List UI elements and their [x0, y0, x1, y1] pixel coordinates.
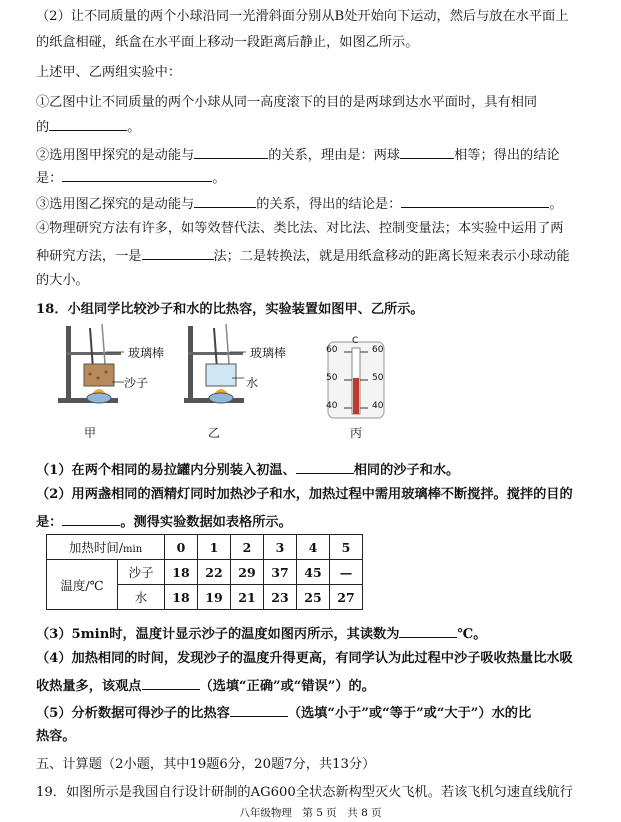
data-table [46, 534, 363, 610]
thermo-tick: 50 [372, 373, 384, 383]
text-line: （4）加热相同的时间，发现沙子的温度升得更高，有同学认为此过程中沙子吸收热量比水吸 [36, 651, 573, 666]
text-line: （3）5min时，温度计显示沙子的温度如图丙所示，其读数为 ℃。 [36, 624, 486, 644]
answer-blank[interactable] [194, 194, 256, 208]
text-line: ③选用图乙探究的是动能与 的关系，得出的结论是： 。 [36, 194, 563, 214]
label-sand: 沙子 [124, 376, 149, 390]
answer-blank[interactable] [142, 246, 214, 260]
text-line: 收热量多，该观点 （选填“正确”或“错误”）的。 [36, 676, 375, 696]
answer-blank[interactable] [49, 117, 127, 131]
text-line: ②选用图甲探究的是动能与 的关系，理由是：两球 相等；得出的结论 [36, 145, 560, 165]
apparatus-water-figure [180, 322, 300, 427]
answer-blank[interactable] [399, 624, 457, 638]
text-line: 的纸盒相碰，纸盒在水平面上移动一段距离后静止，如图乙所示。 [36, 35, 419, 50]
text-line: （2）用两盏相同的酒精灯同时加热沙子和水，加热过程中需用玻璃棒不断搅拌。搅拌的目的 [36, 487, 573, 502]
text-line: 的大小。 [36, 273, 89, 288]
answer-blank[interactable] [296, 460, 354, 474]
text-line: 是： 。测得实验数据如表格所示。 [36, 512, 292, 532]
answer-blank[interactable] [230, 703, 288, 717]
table-row: 温度/℃ 沙子 18 22 29 37 45 — [47, 560, 363, 585]
thermo-tick: 40 [372, 401, 384, 411]
text-line: 是： 。 [36, 168, 226, 188]
thermo-tick: 60 [326, 345, 338, 355]
thermo-tick: 60 [372, 345, 384, 355]
answer-blank[interactable] [62, 168, 212, 182]
caption-c: 丙 [350, 426, 363, 440]
answer-blank[interactable] [400, 145, 454, 159]
text-line: 上述甲、乙两组实验中： [36, 65, 182, 80]
answer-blank[interactable] [142, 676, 200, 690]
thermo-tick: 50 [326, 373, 338, 383]
caption-a: 甲 [84, 426, 97, 440]
label-water: 水 [246, 376, 259, 390]
section-heading: 五、计算题（2小题，其中19题6分，20题7分，共13分） [36, 757, 376, 772]
answer-blank[interactable] [194, 145, 268, 159]
thermo-tick: 40 [326, 401, 338, 411]
caption-b: 乙 [208, 426, 221, 440]
answer-blank[interactable] [401, 194, 549, 208]
apparatus-sand-figure [54, 322, 174, 427]
text-line: 种研究方法，一是 法；二是转换法，就是用纸盒移动的距离长短来表示小球动能 [36, 246, 570, 266]
answer-blank[interactable] [62, 512, 120, 526]
text-line: （5）分析数据可得沙子的比热容 （选填“小于”或“等于”或“大于”）水的比 [36, 703, 531, 723]
label-glass-rod: 玻璃棒 [128, 346, 165, 360]
label-glass-rod: 玻璃棒 [250, 346, 287, 360]
text-line: ①乙图中让不同质量的两个小球从同一高度滚下的目的是两球到达水平面时，具有相同 [36, 95, 538, 110]
question-18: 18．小组同学比较沙子和水的比热容，实验装置如图甲、乙所示。 [36, 302, 424, 317]
text-line: ④物理研究方法有许多，如等效替代法、类比法、对比法、控制变量法；本实验中运用了两 [36, 221, 564, 236]
text-line: （1）在两个相同的易拉罐内分别装入初温、 相同的沙子和水。 [36, 460, 459, 480]
text-line: （2）让不同质量的两个小球沿同一光滑斜面分别从B处开始向下运动，然后与放在水平面上 [36, 9, 569, 24]
question-19: 19．如图所示是我国自行设计研制的AG600全状态新构型灭火飞机。若该飞机匀速直线航行 [36, 785, 573, 800]
thermo-unit: C [352, 336, 359, 346]
text-line: 热容。 [36, 729, 76, 744]
table-row: 加热时间/min 0 1 2 3 4 5 [47, 535, 363, 560]
table-row: 水 18 19 21 23 25 27 [47, 585, 363, 610]
text-line: 的 。 [36, 117, 140, 137]
page-footer: 八年级物理 第 5 页 共 8 页 [239, 807, 382, 819]
